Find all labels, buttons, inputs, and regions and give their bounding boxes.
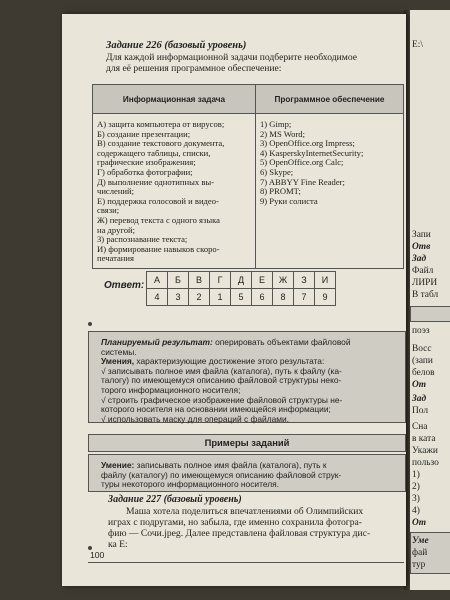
next-page-text: Пол bbox=[412, 406, 429, 416]
answer-label: Ответ: bbox=[104, 280, 145, 291]
next-page-text: белов bbox=[412, 368, 435, 378]
task-226-line-2: для её решения программное обеспечение: bbox=[106, 63, 282, 74]
skill-list-item: талогу) по имеющемуся описанию файловой структуры неко- bbox=[101, 375, 342, 386]
next-page-text: ЛИРИ bbox=[412, 278, 438, 288]
task-227-line: играх с подругами, но забыла, где именно сохранила фотогра- bbox=[108, 517, 362, 528]
skill-list-item: √ использовать маску для операций с файлами. bbox=[101, 413, 290, 424]
answer-letter: Ж bbox=[273, 272, 294, 289]
task-226-line-1: Для каждой информационной задачи подберите необходимое bbox=[106, 52, 358, 63]
task-227-title: Задание 227 (базовый уровень) bbox=[108, 494, 242, 505]
next-page-text: в ката bbox=[412, 434, 436, 444]
next-page-text: Сна bbox=[412, 422, 428, 432]
answer-letter: А bbox=[147, 272, 168, 289]
task-226-title: Задание 226 (базовый уровень) bbox=[106, 40, 247, 51]
task-item: графические изображения; bbox=[97, 157, 196, 168]
next-page-text: 4) bbox=[412, 506, 420, 516]
answer-value: 8 bbox=[273, 289, 294, 306]
task-list-cell bbox=[93, 114, 256, 269]
software-item: 2) MS Word; bbox=[260, 128, 305, 139]
task-item: на другой; bbox=[97, 224, 136, 235]
task-item: А) защита компьютера от вирусов; bbox=[97, 119, 225, 129]
next-page-text: Восс bbox=[412, 344, 432, 354]
skill-list-item: √ строить графическое изображение файловой структуры не- bbox=[101, 394, 343, 405]
skills-heading-rest: характеризующие достижение этого результата: bbox=[136, 356, 325, 367]
answer-letter: Б bbox=[168, 272, 189, 289]
task-item: содержащего таблицы, списки, bbox=[97, 147, 211, 158]
software-item: 4) KasperskyInternetSecurity; bbox=[260, 147, 364, 158]
answer-value: 6 bbox=[252, 289, 273, 306]
planned-result-box bbox=[88, 331, 406, 423]
table-header-task: Информационная задача bbox=[93, 85, 256, 114]
next-page-text: поэз bbox=[412, 326, 430, 336]
page-number: 100 bbox=[90, 550, 105, 560]
task-item: числений; bbox=[97, 186, 135, 197]
next-page-text: Файл bbox=[412, 266, 434, 276]
task-item: печатания bbox=[97, 253, 134, 264]
task-227-line: фию — Сочи.jpeg. Далее представлена файловая структура дис- bbox=[108, 528, 371, 539]
task-item: Г) обработка фотографии; bbox=[97, 166, 193, 177]
answer-value: 1 bbox=[210, 289, 231, 306]
task-item: З) распознавание текста; bbox=[97, 234, 188, 245]
task-227-text bbox=[108, 506, 400, 550]
software-item: 9) Руки солиста bbox=[260, 195, 318, 206]
result-heading-rest: оперировать объектами файловой bbox=[215, 337, 351, 347]
answer-letter: З bbox=[294, 272, 315, 289]
skill-line-2: файлу (каталогу) по имеющемуся описанию файловой струк- bbox=[101, 469, 342, 480]
next-page-table-header bbox=[410, 306, 450, 322]
skill-list-item: √ записывать полное имя файла (каталога), путь к файлу (ка- bbox=[101, 365, 342, 376]
software-item: 6) Skype; bbox=[260, 166, 294, 177]
next-page-text: Зад bbox=[412, 394, 427, 404]
software-item: 7) ABBYY Fine Reader; bbox=[260, 176, 345, 187]
skill-list-item: торого информационного носителя; bbox=[101, 384, 241, 395]
examples-heading: Примеры заданий bbox=[88, 434, 406, 452]
skill-heading: Умение: bbox=[101, 460, 135, 470]
software-item: 8) PROMT; bbox=[260, 186, 301, 197]
next-page-text: 1) bbox=[412, 470, 420, 480]
software-item: 1) Gimp; bbox=[260, 119, 292, 129]
next-page-edge bbox=[410, 10, 450, 590]
answer-value: 5 bbox=[231, 289, 252, 306]
next-page-text: Запи bbox=[412, 230, 431, 240]
next-page-text: В табл bbox=[412, 290, 439, 300]
answer-letter: Д bbox=[231, 272, 252, 289]
answer-letter: Е bbox=[252, 272, 273, 289]
next-page-text: От bbox=[412, 518, 427, 528]
next-page-text: Укажи bbox=[412, 446, 438, 456]
next-page-text: От bbox=[412, 380, 427, 390]
next-page-text: Отв bbox=[412, 242, 431, 252]
task-227-line: Маша хотела поделиться впечатлениями об Олимпийских bbox=[126, 506, 364, 517]
table-header-software: Программное обеспечение bbox=[256, 85, 404, 114]
skill-line-1-text: записывать полное имя файла (каталога), путь к bbox=[136, 460, 327, 470]
skill-list-item: которого носителя на основании имеющейся информации; bbox=[101, 404, 331, 415]
next-page-text: Зад bbox=[412, 254, 427, 264]
answer-value: 2 bbox=[189, 289, 210, 306]
book-page bbox=[62, 14, 406, 586]
skills-heading: Умения, bbox=[101, 356, 135, 367]
result-line-2: системы. bbox=[101, 346, 137, 357]
software-matching-table bbox=[92, 84, 404, 269]
answer-value: 7 bbox=[294, 289, 315, 306]
software-item: 5) OpenOffice.org Calc; bbox=[260, 157, 344, 168]
bullet-dot-icon bbox=[88, 322, 92, 326]
task-item: Б) создание презентации; bbox=[97, 128, 191, 139]
software-item: 3) OpenOffice.org Impress; bbox=[260, 138, 355, 149]
next-page-text: фай bbox=[412, 548, 428, 558]
task-item: Ж) перевод текста с одного языка bbox=[97, 214, 220, 225]
software-list-cell bbox=[256, 114, 404, 269]
next-page-text: 2) bbox=[412, 482, 420, 492]
skill-box bbox=[88, 454, 406, 492]
task-item: В) создание текстового документа, bbox=[97, 138, 225, 149]
task-226-text bbox=[106, 52, 398, 74]
answer-letter: В bbox=[189, 272, 210, 289]
skill-line-3: туры некоторого информационного носителя. bbox=[101, 479, 279, 490]
task-item: связи; bbox=[97, 205, 120, 216]
next-page-text: 3) bbox=[412, 494, 420, 504]
answer-letter: И bbox=[315, 272, 336, 289]
next-page-text: пользо bbox=[412, 458, 439, 468]
task-item: Д) выполнение однотипных вы- bbox=[97, 176, 215, 187]
next-page-text: Уме bbox=[412, 536, 429, 546]
result-heading-line bbox=[101, 338, 397, 348]
task-item: Е) поддержка голосовой и видео- bbox=[97, 195, 219, 206]
next-page-text: E:\ bbox=[412, 40, 423, 50]
answer-letter: Г bbox=[210, 272, 231, 289]
answer-value: 9 bbox=[315, 289, 336, 306]
answer-value: 4 bbox=[147, 289, 168, 306]
answer-table bbox=[146, 271, 336, 306]
task-227-line: ка E: bbox=[108, 539, 128, 550]
task-item: И) формирование навыков скоро- bbox=[97, 243, 220, 254]
next-page-text: (запи bbox=[412, 356, 433, 366]
result-heading: Планируемый результат: bbox=[101, 337, 213, 347]
footer-rule bbox=[88, 562, 404, 563]
next-page-text: тур bbox=[412, 560, 426, 570]
answer-value: 3 bbox=[168, 289, 189, 306]
